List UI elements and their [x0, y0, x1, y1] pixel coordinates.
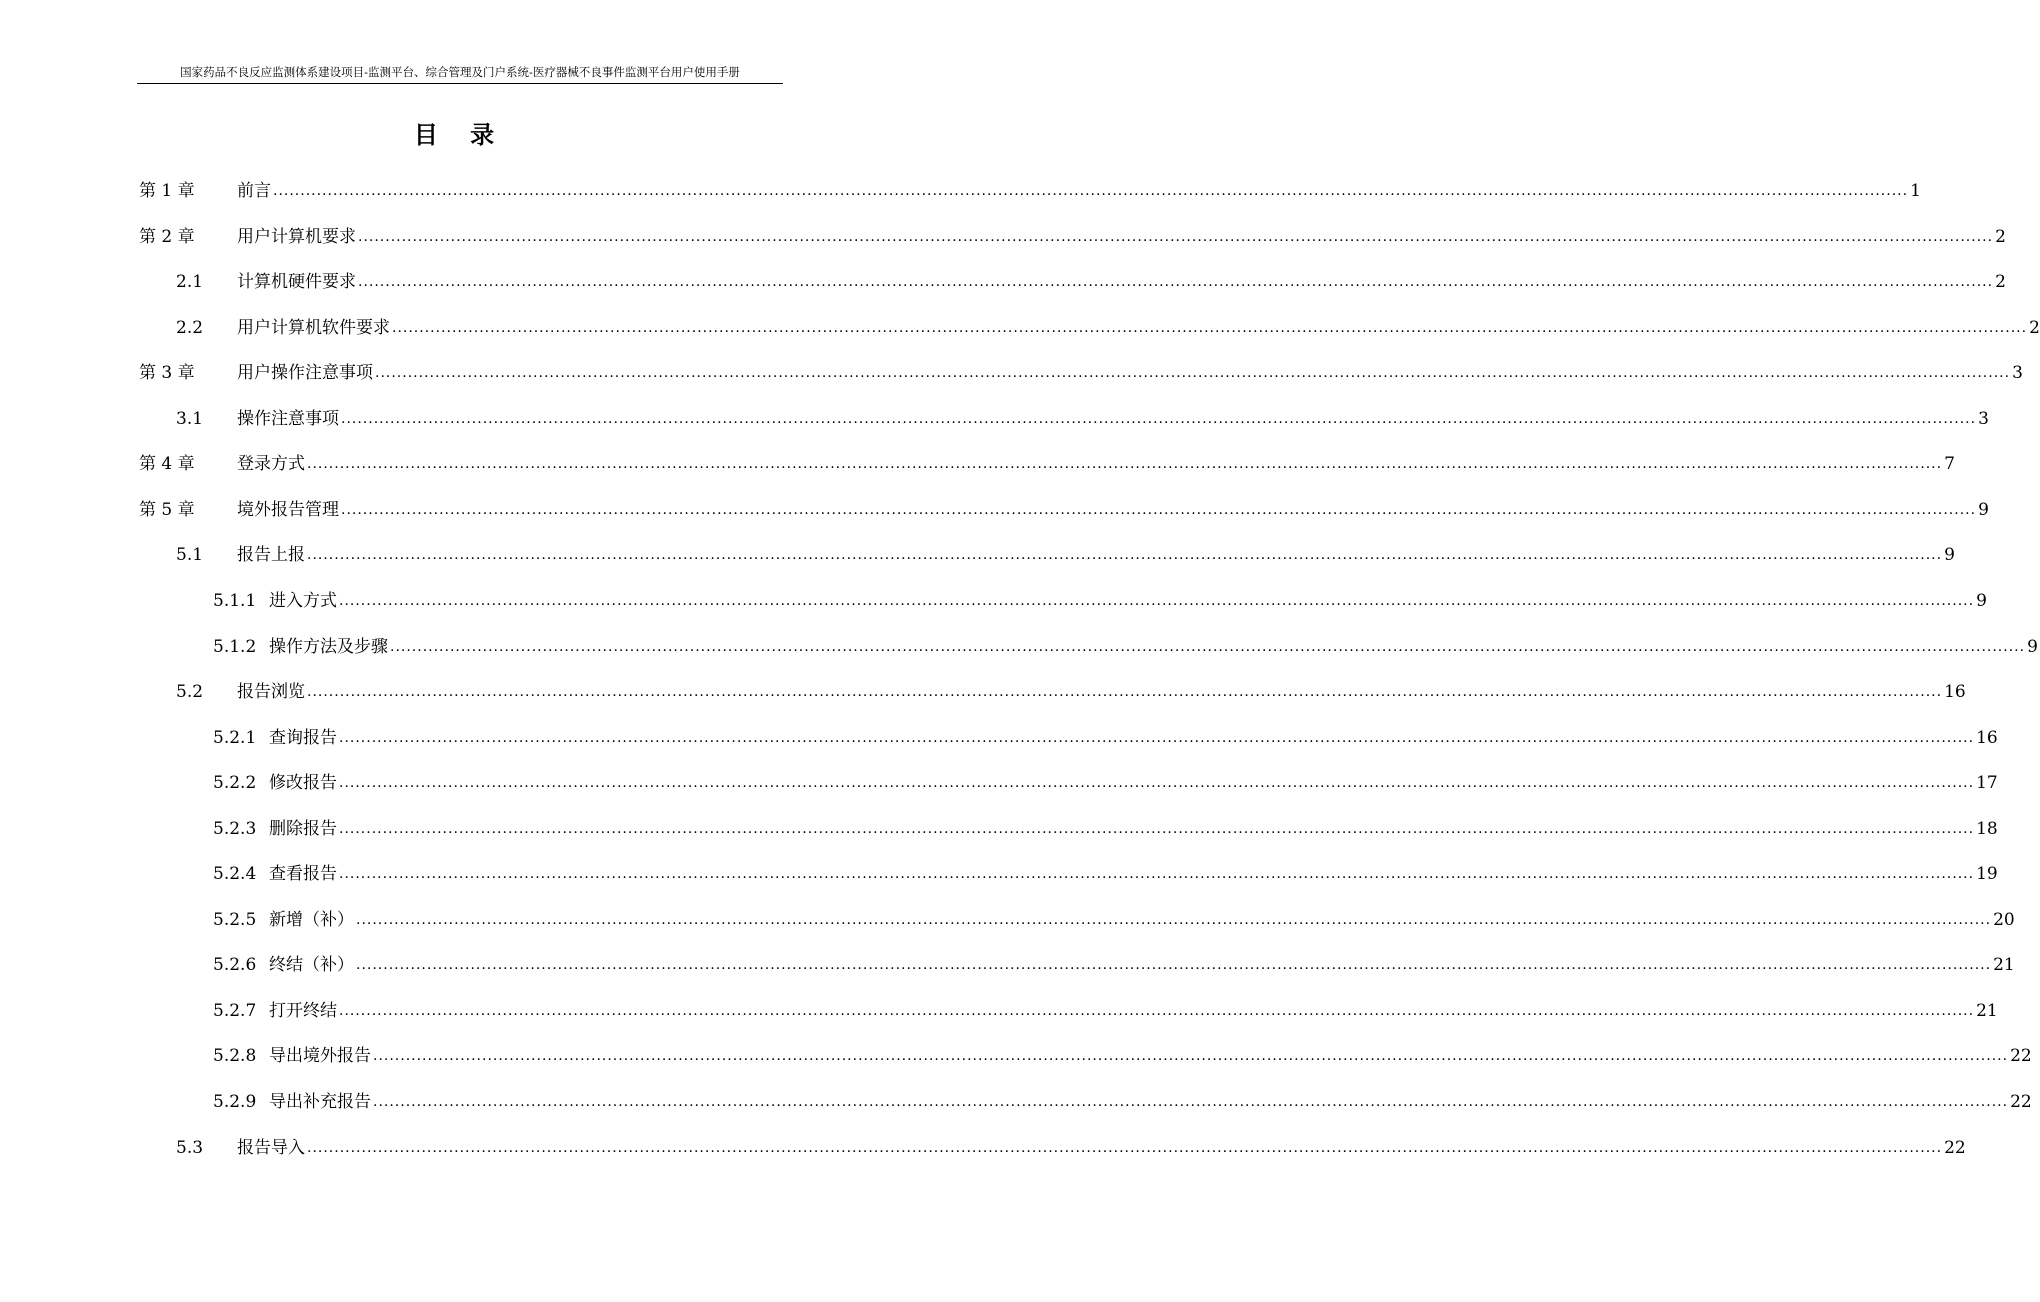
toc-entry-page-number: 20 — [1993, 909, 2015, 930]
toc-entry-page-number: 2 — [1995, 272, 2006, 293]
toc-entry[interactable] — [176, 672, 1966, 712]
toc-dot-leader: ............................................................................................................................................................................................................................................................................................................ — [341, 410, 1977, 427]
toc-entry[interactable] — [139, 217, 2006, 257]
toc-entry-page-number: 9 — [1976, 590, 1987, 611]
toc-entry-number: 第 5 章 — [139, 499, 195, 520]
toc-entry-page-number: 21 — [1976, 1000, 1998, 1021]
toc-entry-title: 用户计算机要求 — [237, 226, 356, 247]
toc-dot-leader: ............................................................................................................................................................................................................................................................................................................ — [356, 957, 1992, 974]
toc-entry-title: 前言 — [237, 181, 271, 201]
toc-entry-page-number: 17 — [1976, 773, 1998, 794]
toc-entry[interactable] — [213, 627, 2038, 667]
toc-entry-page-number: 7 — [1944, 454, 1955, 475]
toc-entry-number: 第 2 章 — [139, 226, 195, 247]
toc-entry-title: 用户计算机软件要求 — [237, 317, 390, 338]
toc-dot-leader: ............................................................................................................................................................................................................................................................................................................ — [390, 638, 2026, 655]
toc-entry-title: 导出境外报告 — [269, 1046, 371, 1067]
toc-entry-number: 第 3 章 — [139, 363, 195, 384]
toc-dot-leader: ............................................................................................................................................................................................................................................................................................................ — [273, 183, 1909, 199]
toc-dot-leader: ............................................................................................................................................................................................................................................................................................................ — [307, 1139, 1943, 1156]
toc-entry-number: 5.2.8 — [213, 1046, 257, 1067]
toc-entry-number: 5.1.2 — [213, 636, 257, 657]
toc-entry-title: 计算机硬件要求 — [237, 272, 356, 293]
toc-entry[interactable] — [213, 900, 2015, 940]
toc-entry-number: 5.1.1 — [213, 590, 257, 611]
toc-dot-leader: ............................................................................................................................................................................................................................................................................................................ — [392, 319, 2028, 336]
toc-dot-leader: ............................................................................................................................................................................................................................................................................................................ — [307, 456, 1943, 473]
toc-entry-page-number: 9 — [1978, 499, 1989, 520]
toc-entry-title: 导出补充报告 — [269, 1092, 371, 1112]
toc-entry-page-number: 22 — [2010, 1046, 2032, 1067]
toc-entry-title: 修改报告 — [269, 773, 337, 794]
toc-entry-title: 打开终结 — [269, 1000, 337, 1021]
toc-entry-page-number: 9 — [2027, 636, 2038, 657]
toc-entry[interactable] — [213, 1082, 2032, 1122]
toc-entry-title: 用户操作注意事项 — [237, 363, 373, 384]
toc-entry-page-number: 9 — [1944, 545, 1955, 566]
toc-entry-page-number: 16 — [1944, 682, 1966, 703]
toc-entry[interactable] — [139, 353, 2023, 393]
toc-entry-page-number: 3 — [2012, 363, 2023, 384]
toc-entry[interactable] — [213, 1036, 2032, 1076]
toc-entry-page-number: 2 — [1995, 226, 2006, 247]
toc-dot-leader: ............................................................................................................................................................................................................................................................................................................ — [375, 365, 2011, 382]
toc-entry[interactable] — [176, 1128, 1966, 1168]
toc-entry-title: 操作方法及步骤 — [269, 636, 388, 657]
toc-entry-title: 报告导入 — [237, 1137, 305, 1158]
toc-entry[interactable] — [176, 308, 2040, 348]
toc-entry-number: 5.2.6 — [213, 955, 257, 976]
toc-dot-leader: ............................................................................................................................................................................................................................................................................................................ — [339, 592, 1975, 609]
page-header: 国家药品不良反应监测体系建设项目-监测平台、综合管理及门户系统-医疗器械不良事件监测平台用户使用手册 — [137, 62, 783, 84]
toc-entry-title: 报告浏览 — [237, 682, 305, 703]
toc-entry[interactable] — [213, 809, 1998, 849]
toc-entry-number: 5.1 — [176, 545, 204, 566]
toc-entry-title: 操作注意事项 — [237, 408, 339, 429]
toc-entry[interactable] — [139, 171, 1921, 211]
toc-entry[interactable] — [176, 262, 2006, 302]
toc-entry-title: 新增（补） — [269, 909, 354, 930]
toc-entry[interactable] — [139, 444, 1955, 484]
toc-entry-number: 5.3 — [176, 1137, 204, 1158]
toc-dot-leader: ............................................................................................................................................................................................................................................................................................................ — [339, 775, 1975, 792]
toc-entry-title: 查询报告 — [269, 727, 337, 748]
toc-entry-number: 5.2.4 — [213, 864, 257, 885]
toc-dot-leader: ............................................................................................................................................................................................................................................................................................................ — [307, 684, 1943, 701]
toc-entry-page-number: 22 — [2010, 1092, 2032, 1112]
toc-entry-title: 终结（补） — [269, 955, 354, 976]
toc-entry-number: 5.2.5 — [213, 909, 257, 930]
toc-dot-leader: ............................................................................................................................................................................................................................................................................................................ — [339, 729, 1975, 746]
toc-entry-number: 5.2.7 — [213, 1000, 257, 1021]
toc-entry-title: 境外报告管理 — [237, 499, 339, 520]
toc-dot-leader: ............................................................................................................................................................................................................................................................................................................ — [358, 228, 1994, 245]
toc-dot-leader: ............................................................................................................................................................................................................................................................................................................ — [307, 547, 1943, 564]
toc-entry[interactable] — [213, 854, 1998, 894]
toc-entry-number: 5.2.3 — [213, 818, 257, 839]
toc-dot-leader: ............................................................................................................................................................................................................................................................................................................ — [373, 1048, 2009, 1065]
toc-entry-title: 查看报告 — [269, 864, 337, 885]
toc-entry[interactable] — [176, 399, 1989, 439]
toc-entry-number: 5.2.1 — [213, 727, 257, 748]
toc-entry-page-number: 3 — [1978, 408, 1989, 429]
toc-entry-page-number: 21 — [1993, 955, 2015, 976]
toc-entry[interactable] — [176, 535, 1955, 575]
toc-dot-leader: ............................................................................................................................................................................................................................................................................................................ — [358, 274, 1994, 291]
toc-entry[interactable] — [213, 763, 1998, 803]
toc-entry-number: 第 1 章 — [139, 181, 195, 201]
toc-entry[interactable] — [213, 581, 1987, 621]
toc-entry[interactable] — [213, 718, 1998, 758]
toc-entry-page-number: 19 — [1976, 864, 1998, 885]
toc-entry[interactable] — [213, 945, 2015, 985]
toc-entry-number: 5.2.2 — [213, 773, 257, 794]
toc-entry[interactable] — [139, 490, 1989, 530]
toc-dot-leader: ............................................................................................................................................................................................................................................................................................................ — [373, 1094, 2009, 1110]
toc-entry-number: 5.2 — [176, 682, 204, 703]
toc-dot-leader: ............................................................................................................................................................................................................................................................................................................ — [339, 1002, 1975, 1019]
toc-entry[interactable] — [213, 991, 1998, 1031]
toc-entry-page-number: 22 — [1944, 1137, 1966, 1158]
toc-dot-leader: ............................................................................................................................................................................................................................................................................................................ — [341, 501, 1977, 518]
toc-entry-number: 2.1 — [176, 272, 204, 293]
toc-dot-leader: ............................................................................................................................................................................................................................................................................................................ — [339, 866, 1975, 883]
toc-dot-leader: ............................................................................................................................................................................................................................................................................................................ — [356, 911, 1992, 928]
toc-entry-title: 进入方式 — [269, 590, 337, 611]
toc-dot-leader: ............................................................................................................................................................................................................................................................................................................ — [339, 820, 1975, 837]
toc-entry-title: 删除报告 — [269, 818, 337, 839]
toc-entry-page-number: 18 — [1976, 818, 1998, 839]
toc-entry-title: 登录方式 — [237, 454, 305, 475]
toc-entry-number: 2.2 — [176, 317, 204, 338]
toc-entry-number: 5.2.9 — [213, 1092, 257, 1112]
toc-entry-page-number: 1 — [1910, 181, 1921, 201]
toc-entry-number: 第 4 章 — [139, 454, 195, 475]
toc-entry-number: 3.1 — [176, 408, 204, 429]
toc-entry-title: 报告上报 — [237, 545, 305, 566]
toc-entry-page-number: 2 — [2029, 317, 2040, 338]
toc-entry-page-number: 16 — [1976, 727, 1998, 748]
page-title: 目 录 — [413, 120, 507, 149]
